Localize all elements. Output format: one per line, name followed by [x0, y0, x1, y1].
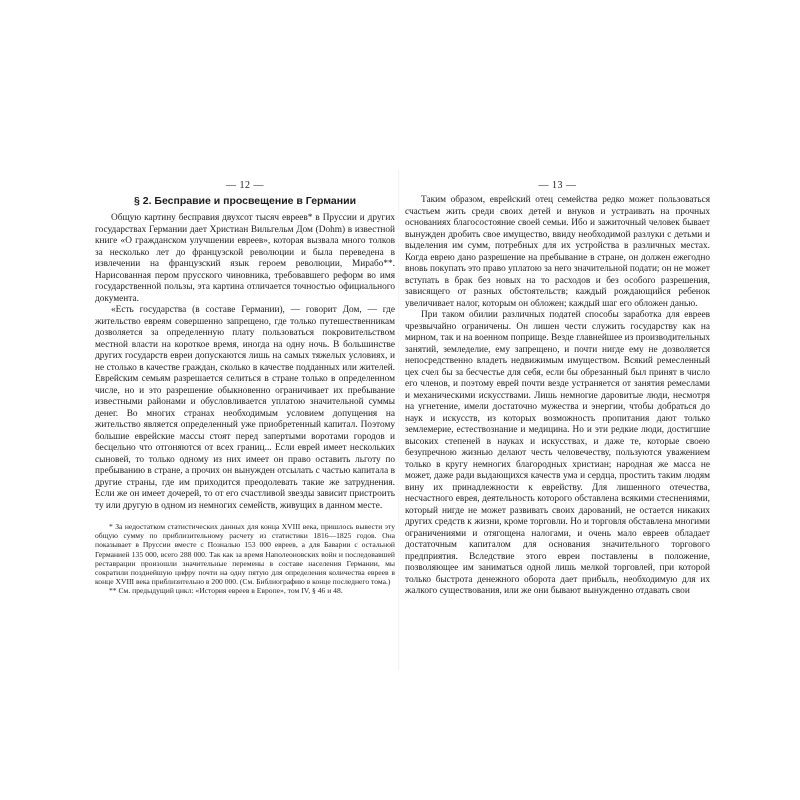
body-paragraph: При таком обилии различных податей способы заработка для евреев чрезвычайно ограничены. Он лишен чести служить государству как на мирном, так и на военном поприще. Везде главнейшее из производительных занятий, земледелие, ему запрещено, и почти нигде ему не дозволяется непосредственно владеть недвижимым имуществом. Всякий ремесленный цех счел бы за бесчестье для себя, если бы обрезанный был принят в число его членов, и поэтому еврей почти везде устраняется от занятия ремеслами и механическими искусствами. Лишь немногие даровитые люди, несмотря на угнетение, имели достаточно мужества и энергии, чтобы добраться до наук и искусств, из которых возможность пропитания дают только землемерие, естествознание и медицина. Но и эти редкие люди, достигшие высоких степеней в науках и искусствах, и даже те, которые своею безупречною жизнью делают честь человечеству, пользуются уважением только в кругу немногих благородных христиан; народная же масса не может, даже ради выдающихся качеств ума и сердца, простить таким людям вину их принадлежности к еврейству. Для лишенного отечества, несчастного еврея, деятельность которого обставлена всякими стеснениями, который нигде не может развивать своих дарований, не остается никаких других средств к жизни, кроме торговли. Но и торговля обставлена многими ограничениями и отягощена налогами, и очень мало евреев обладает достаточным капиталом для основания значительного торгового предприятия. Вследствие этого евреи поставлены в положение, позволяющее им заниматься одной лишь мелкой торговлей, при которой только быстрота денежного оборота дает прибыль, необходимую для их жалкого существования, или же они бывают вынужденно отдавать свои — [405, 310, 710, 596]
body-paragraph: Общую картину бесправия двухсот тысяч евреев* в Пруссии и других государствах Германии дает Христиан Вильгельм Дом (Dohm) в известной книге «О гражданском улучшении евреев», которая вызвала много толков за несколько лет до французской революции и была переведена в извлечении на французский язык героем революции, Мирабо**. Нарисованная пером прусского чиновника, требовавшего реформ во имя государственной пользы, эта картина отличается точностью официального документа. — [95, 213, 395, 304]
section-heading: § 2. Бесправие и просвещение в Германии — [133, 195, 357, 207]
book-gutter — [398, 170, 400, 670]
page-number: — 12 — — [226, 180, 264, 191]
footnote: ** См. предыдущий цикл: «История евреев в Европе», том IV, § 46 и 48. — [109, 586, 343, 596]
right-page — [405, 180, 710, 598]
footnote: * За недостатком статистических данных для конца XVIII века, пришлось вывести эту общую сумму по приблизительному расчету из статистики 1816—1825 годов. Она показывает в Пруссии вместе с Позналью 153 000 евреев, а для Баварии с остальной Германией 135 000, всего 288 000. Так как за время Наполеоновских войн и последовавшей реставрации произошли значительные перемены в составе населения Германии, мы сократили позднейшую цифру почти на одну пятую для определения количества евреев в конце XVIII века приблизительно в 200 000. (См. Библиографию в конце последнего тома.) — [95, 522, 395, 587]
footnotes — [95, 522, 395, 596]
body-paragraph: Таким образом, еврейский отец семейства редко может пользоваться счастьем жить среди своих детей и внуков и устраивать на прочных основаниях благосостояние своей семьи. Ибо и зажиточный человек бывает вынужден дробить свое имущество, ввиду необходимой разлуки с детьми и выделения им сумм, потребных для их устройства в различных местах. Когда еврею дано разрешение на пребывание в стране, он должен ежегодно вновь покупать это право уплатою за него значительной подати; он не может вступать в брак без новых на то расходов и без особого разрешения, зависящего от разных обстоятельств; каждый рождающийся ребенок увеличивает налог, которым он обложен; каждый шаг его обложен данью. — [405, 195, 710, 309]
page-number: — 13 — — [538, 180, 577, 191]
body-paragraph: «Есть государства (в составе Германии), — говорит Дом, — где жительство евреям совершенно запрещено, где только путешественникам дозволяется за определенную плату пользоваться покровительством местной власти на короткое время, иногда на одну ночь. В большинстве других государств евреи допускаются лишь на самых тяжелых условиях, и не столько в качестве граждан, сколько в качестве подданных или жителей. Еврейским семьям разрешается селиться в стране только в определенном числе, но и это разрешение обыкновенно ограничивает их пребывание известными районами и обусловливается уплатою значительной суммы денег. Во многих странах необходимым условием допущения на жительство является определенный уже приобретенный капитал. Поэтому большие еврейские массы стоят перед запертыми воротами городов и бесцельно что отгоняются от всех границ... Если еврей имеет нескольких сыновей, то только одному из них имеет он право оставить льготу по пребыванию в стране, а прочих он вынужден отсылать с частью капитала в другие страны, где им приходится преодолевать такие же затруднения. Если же он имеет дочерей, то от его счастливой звезды зависит пристроить ту или другую в одном из немногих семейств, живущих в данном месте. — [95, 305, 395, 511]
left-page — [95, 180, 395, 596]
